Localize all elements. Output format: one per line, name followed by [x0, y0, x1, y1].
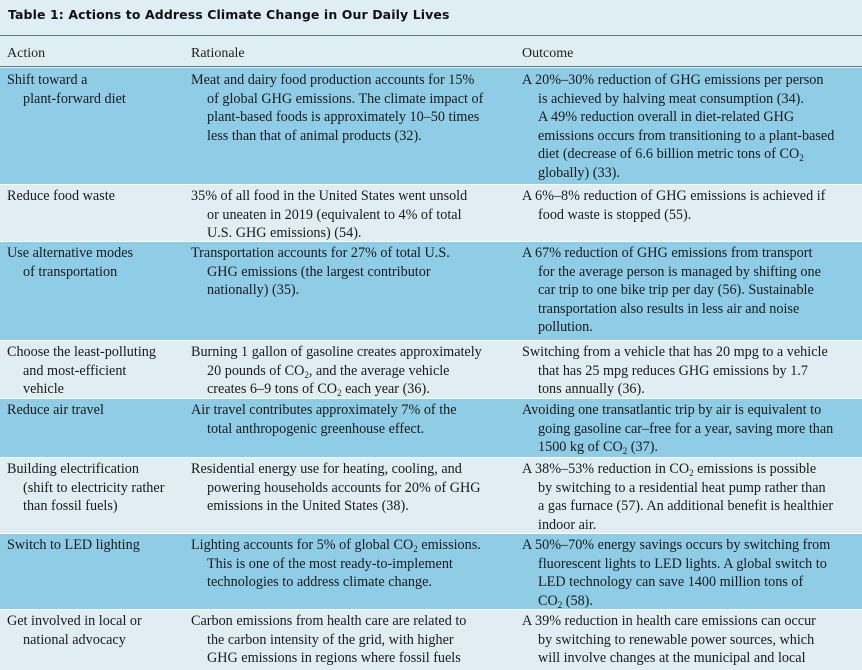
cell-line: tons annually (36).: [538, 381, 645, 397]
cell-line: emissions occurs from transitioning to a plant-based: [538, 127, 835, 144]
cell-line: A 50%–70% energy savings occurs by switching from: [522, 537, 831, 553]
cell-line: Get involved in local or: [7, 613, 142, 629]
cell-line: LED technology can save 1400 million tons of: [538, 574, 804, 590]
outcome-cell: [522, 244, 858, 337]
row-divider: [0, 457, 862, 458]
cell-line: plant-forward diet: [23, 90, 126, 107]
cell-line: powering households accounts for 20% of GHG: [207, 479, 481, 496]
cell-line: a gas furnace (57). An additional benefit is healthier: [538, 498, 834, 514]
rationale-cell: [191, 71, 509, 145]
cell-line: 20 pounds of $CO_2$, and the average vehicle: [207, 362, 450, 380]
outcome-cell: [522, 612, 858, 668]
outcome-cell: [522, 343, 858, 399]
table-row: [0, 533, 862, 609]
cell-line: GHG emissions (the largest contributor: [207, 263, 431, 280]
rationale-cell: [191, 460, 509, 516]
rationale-cell: [191, 343, 509, 399]
cell-line: A 67% reduction of GHG emissions from transport: [522, 245, 813, 261]
cell-line: 35% of all food in the United States went unsold: [191, 188, 468, 204]
outcome-cell: [522, 401, 858, 457]
rationale-cell: [191, 187, 509, 243]
table-row: [0, 68, 862, 184]
header-outcome: Outcome: [522, 46, 574, 61]
table-row: [0, 609, 862, 670]
cell-line: Avoiding one transatlantic trip by air is equivalent to: [522, 402, 822, 418]
cell-line: A 39% reduction in health care emissions can occur: [522, 613, 816, 629]
header-rationale: Rationale: [191, 46, 245, 61]
cell-line: Air travel contributes approximately 7% of the: [191, 402, 457, 418]
cell-line: A 20%–30% reduction of GHG emissions per person: [522, 72, 824, 88]
action-cell: [7, 401, 177, 420]
header-rule: [0, 66, 862, 67]
action-cell: [7, 460, 177, 516]
cell-line: is achieved by halving meat consumption (34).: [538, 90, 804, 107]
rationale-cell: [191, 244, 509, 300]
cell-line: less than that of animal products (32).: [207, 127, 422, 144]
action-cell: [7, 187, 177, 206]
cell-line: A 49% reduction overall in diet-related GHG: [538, 109, 795, 125]
cell-line: Carbon emissions from health care are related to: [191, 613, 467, 629]
cell-line: national advocacy: [23, 631, 126, 648]
table-title: Table 1: Actions to Address Climate Change in Our Daily Lives: [8, 7, 450, 22]
cell-line: will involve changes at the municipal and local: [538, 650, 806, 666]
cell-line: This is one of the most ready-to-implement: [207, 555, 453, 572]
cell-line: Lighting accounts for 5% of global $CO_2$ emissions.: [191, 537, 481, 554]
cell-line: Use alternative modes: [7, 245, 134, 261]
cell-line: Switching from a vehicle that has 20 mpg to a vehicle: [522, 344, 828, 360]
table-row: [0, 241, 862, 340]
action-cell: [7, 71, 177, 108]
cell-line: going gasoline car–free for a year, saving more than: [538, 420, 834, 437]
cell-line: Reduce food waste: [7, 188, 115, 204]
cell-line: technologies to address climate change.: [207, 574, 432, 590]
cell-line: for the average person is managed by shifting one: [538, 263, 821, 280]
cell-line: creates 6–9 tons of $CO_2$ each year (36).: [207, 381, 430, 398]
row-divider: [0, 609, 862, 610]
cell-line: U.S. GHG emissions) (54).: [207, 225, 362, 241]
cell-line: Burning 1 gallon of gasoline creates approximately: [191, 344, 482, 360]
cell-line: $CO_2$ (58).: [538, 592, 593, 610]
cell-line: Meat and dairy food production accounts for 15%: [191, 72, 475, 88]
cell-line: Residential energy use for heating, cooling, and: [191, 461, 462, 477]
row-divider: [0, 184, 862, 185]
cell-line: Transportation accounts for 27% of total U.S.: [191, 245, 450, 261]
cell-line: Choose the least-polluting: [7, 344, 156, 360]
cell-line: A 38%–53% reduction in $CO_2$ emissions is possible: [522, 461, 817, 478]
cell-line: by switching to a residential heat pump rather than: [538, 479, 826, 496]
cell-line: Reduce air travel: [7, 402, 104, 418]
cell-line: A 6%–8% reduction of GHG emissions is achieved if: [522, 188, 826, 204]
outcome-cell: [522, 536, 858, 610]
action-cell: [7, 612, 177, 649]
table-row: [0, 457, 862, 533]
cell-line: vehicle: [23, 381, 64, 397]
action-cell: [7, 536, 177, 555]
rationale-cell: [191, 536, 509, 592]
row-divider: [0, 398, 862, 399]
cell-line: by switching to renewable power sources, which: [538, 631, 815, 648]
cell-line: 1500 kg of $CO_2$ (37).: [538, 439, 658, 456]
outcome-cell: [522, 71, 858, 182]
cell-line: indoor air.: [538, 516, 597, 533]
cell-line: plant-based foods is approximately 10–50 times: [207, 109, 480, 125]
cell-line: or uneaten in 2019 (equivalent to 4% of total: [207, 206, 462, 223]
cell-line: food waste is stopped (55).: [538, 206, 692, 223]
table-row: [0, 340, 862, 398]
cell-line: of global GHG emissions. The climate impact of: [207, 90, 484, 107]
cell-line: pollution.: [538, 319, 593, 335]
cell-line: that has 25 mpg reduces GHG emissions by 1.7: [538, 362, 808, 379]
outcome-cell: [522, 187, 858, 224]
action-cell: [7, 343, 177, 399]
cell-line: Building electrification: [7, 461, 139, 477]
action-cell: [7, 244, 177, 281]
cell-line: transportation also results in less air and noise: [538, 300, 800, 317]
cell-line: nationally) (35).: [207, 282, 300, 298]
header-action: Action: [7, 46, 46, 61]
row-divider: [0, 241, 862, 242]
table-top-rule: [0, 35, 862, 36]
cell-line: emissions in the United States (38).: [207, 498, 409, 514]
cell-line: diet (decrease of 6.6 billion metric tons of $CO_2$: [538, 146, 804, 163]
cell-line: GHG emissions in regions where fossil fuels: [207, 650, 461, 666]
cell-line: Switch to LED lighting: [7, 537, 140, 553]
cell-line: (shift to electricity rather: [23, 479, 165, 496]
cell-line: of transportation: [23, 263, 118, 280]
cell-line: and most-efficient: [23, 362, 127, 379]
rationale-cell: [191, 612, 509, 668]
rationale-cell: [191, 401, 509, 438]
row-divider: [0, 533, 862, 534]
table-row: [0, 184, 862, 241]
table-row: [0, 398, 862, 457]
cell-line: car trip to one bike trip per day (56). Sustainable: [538, 282, 814, 298]
row-divider: [0, 340, 862, 341]
cell-line: the carbon intensity of the grid, with higher: [207, 631, 454, 648]
cell-line: fluorescent lights to LED lights. A global switch to: [538, 555, 827, 572]
cell-line: total anthropogenic greenhouse effect.: [207, 420, 425, 437]
outcome-cell: [522, 460, 858, 534]
cell-line: than fossil fuels): [23, 498, 118, 514]
cell-line: globally) (33).: [538, 164, 620, 181]
cell-line: Shift toward a: [7, 72, 88, 88]
